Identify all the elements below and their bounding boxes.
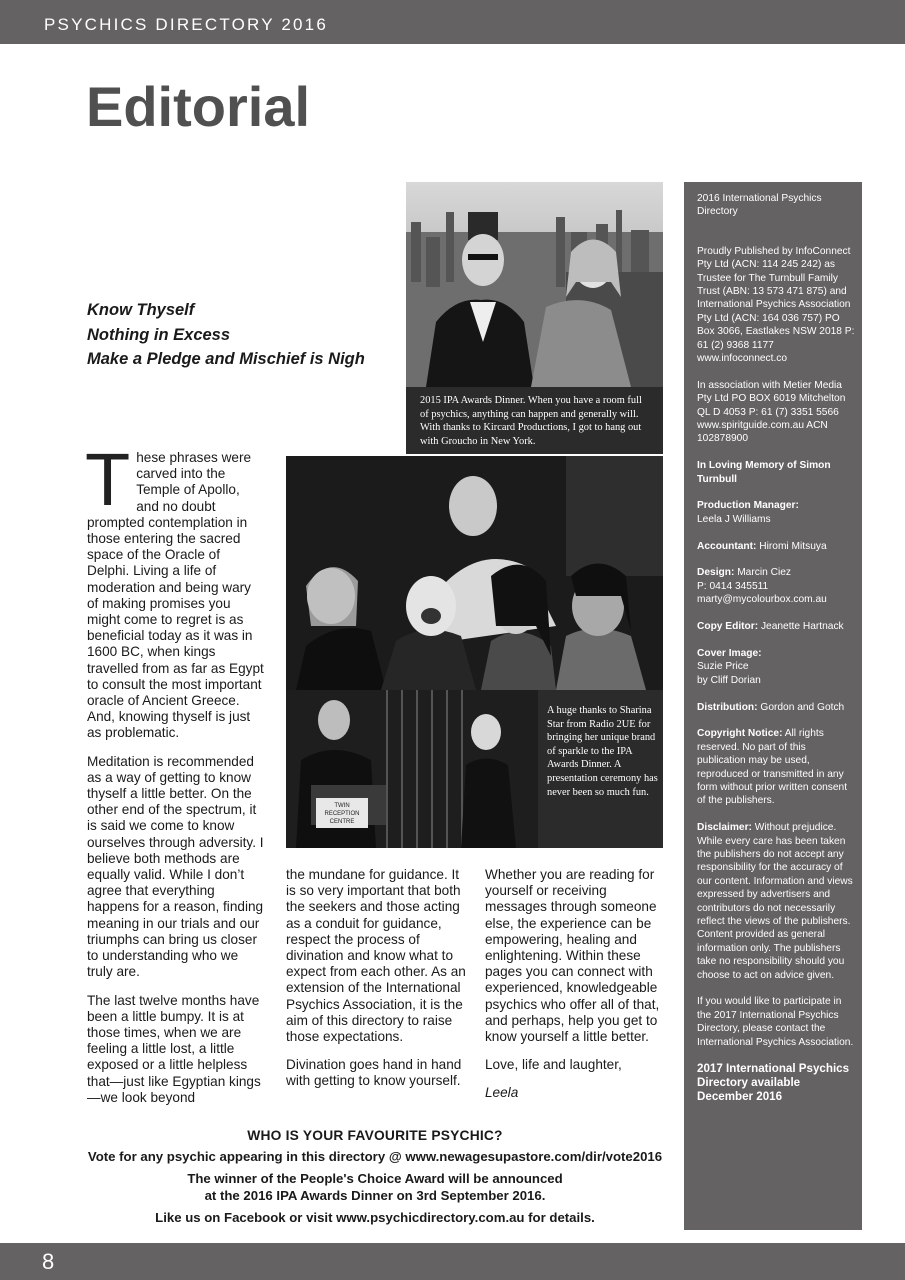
article-paragraph: These phrases were carved into the Temple of Apollo, and no doubt prompted contemplation in those entering the sacred space of the Oracle of Delphi. Living a life of moderation and being wary of making promises you might come to regret is as beneficial today as it was in 1600 BC, when kings travelled from as far as Egypt to consult the most important oracle of Ancient Greece. And, knowing thyself is just as problematic.	[85, 438, 264, 741]
design-credit: Design: Marcin Ciez P: 0414 345511 marty@mycolourbox.com.au	[697, 567, 827, 606]
signature: Leela	[485, 1085, 519, 1101]
article-paragraph: the mundane for guidance. It is so very important that both the seekers and those acting as a conduit for guidance, respect the process of divination and know what to expect from each other. As an extension of the International Psychics Association, it is the aim of this directory to raise those expectations.	[286, 867, 466, 1045]
podium-sign-line: CENTRE	[329, 819, 355, 825]
photo-image	[286, 690, 538, 848]
article-column-1	[85, 438, 265, 1118]
promo-winner-line: The winner of the People's Choice Award will be announced	[187, 1170, 563, 1186]
header-title: PSYCHICS DIRECTORY 2016	[44, 15, 328, 34]
maxim: Know Thyself	[87, 301, 195, 319]
maxim: Nothing in Excess	[87, 325, 231, 344]
article-paragraph: The last twelve months have been a little bumpy. It is at those times, when we are feeling a little lost, a little exposed or a little helpless that—just like Egyptian kings—we look beyond	[87, 992, 261, 1105]
next-edition-notice: 2017 International Psychics Directory available December 2016	[697, 1062, 850, 1103]
vote-promo	[80, 1128, 670, 1226]
disclaimer: Disclaimer: Without prejudice. While every care has been taken the publishers do not accept any responsibility for the accuracy of our content. Information and views expressed by advertisers and contributors do not necessarily reflect the views of the publishers. Content provided as general information only. The publishers take no responsibility should you choose to act on advice given.	[697, 822, 853, 981]
footer-bar	[0, 1243, 905, 1280]
photo-group	[286, 456, 663, 690]
article-column-2	[286, 867, 471, 1102]
in-memory: In Loving Memory of Simon Turnbull	[697, 460, 831, 485]
photo-groucho-new-york	[406, 182, 663, 454]
podium-sign-line: RECEPTION	[324, 811, 360, 817]
photo-caption: A huge thanks to Sharina Star from Radio 2UE for bringing her unique brand of sparkle to the IPA Awards Dinner. A presentation ceremony has never been so much fun.	[547, 705, 658, 798]
article-column-3	[485, 867, 665, 1114]
photo-podium	[286, 690, 538, 848]
promo-facebook-line: Like us on Facebook or visit www.psychicdirectory.com.au for details.	[155, 1209, 595, 1225]
cover-image-credit: Cover Image: Suzie Price by Cliff Dorian	[697, 647, 762, 686]
photo-caption-box	[538, 690, 663, 848]
page-title: Editorial	[86, 75, 311, 138]
article-paragraph: Love, life and laughter,	[485, 1057, 622, 1073]
promo-vote-line: Vote for any psychic appearing in this directory @ www.newagesupastore.com/dir/vote2016	[87, 1149, 663, 1164]
accountant: Accountant: Hiromi Mitsuya	[697, 540, 827, 552]
participate-info: If you would like to participate in the 2017 International Psychics Directory, please contact the International Psychics Association.	[697, 996, 854, 1048]
copyright-notice: Copyright Notice: All rights reserved. No part of this publication may be used, reproduced or transmitted in any form without prior written consent of the publishers.	[697, 728, 848, 807]
association-info: In association with Metier Media Pty Ltd PO BOX 6019 Mitchelton QL D 4053 P: 61 (7) 3351 5566 www.spiritguide.com.au ACN 102878900	[697, 379, 846, 445]
production-manager: Production Manager: Leela J Williams	[697, 500, 799, 525]
promo-winner-line: at the 2016 IPA Awards Dinner on 3rd September 2016.	[204, 1188, 546, 1203]
credits-sidebar	[684, 182, 862, 1230]
photo-caption: 2015 IPA Awards Dinner. When you have a room full of psychics, anything can happen and generally will. With thanks to Kircard Productions, I got to hang out with Groucho in New York.	[420, 395, 642, 447]
article-paragraph: Divination goes hand in hand with getting to know yourself.	[286, 1057, 462, 1089]
sidebar-title: 2016 International Psychics Directory	[697, 193, 822, 218]
promo-heading: WHO IS YOUR FAVOURITE PSYCHIC?	[247, 1128, 503, 1143]
publisher-info: Proudly Published by InfoConnect Pty Ltd (ACN: 114 245 242) as Trustee for The Turnbull Family Trust (ABN: 13 573 471 875) and International Psychics Association Pty Ltd (ACN: 164 036 757) PO Box 3066, Eastlakes NSW 2018 P: 61 (2) 9368 1177 www.infoconnect.co	[697, 245, 855, 365]
podium-sign-line: TWIN	[334, 803, 350, 809]
article-paragraph: Whether you are reading for yourself or receiving messages through someone else, the experience can be empowering, healing and enlightening. Within these pages you can connect with experienced, knowledgeable psychics who offer all of that, and perhaps, help you get to know yourself a little better.	[485, 867, 660, 1045]
maxim: Make a Pledge and Mischief is Nigh	[87, 350, 365, 368]
photo-image	[286, 456, 663, 690]
header-bar	[0, 0, 905, 44]
maxims	[87, 298, 365, 372]
photo-image	[406, 182, 663, 387]
distribution: Distribution: Gordon and Gotch	[697, 701, 845, 713]
page-number: 8	[42, 1249, 55, 1274]
drop-cap: T	[85, 438, 131, 521]
copy-editor: Copy Editor: Jeanette Hartnack	[697, 621, 844, 633]
article-paragraph: Meditation is recommended as a way of getting to know thyself a little better. On the other end of the spectrum, it is said we come to know ourselves through adversity. I believe both methods are equally valid. While I don’t agree that everything happens for a reason, finding meaning in our trials and our triumphs can bring us closer to understanding who we truly are.	[87, 753, 264, 980]
